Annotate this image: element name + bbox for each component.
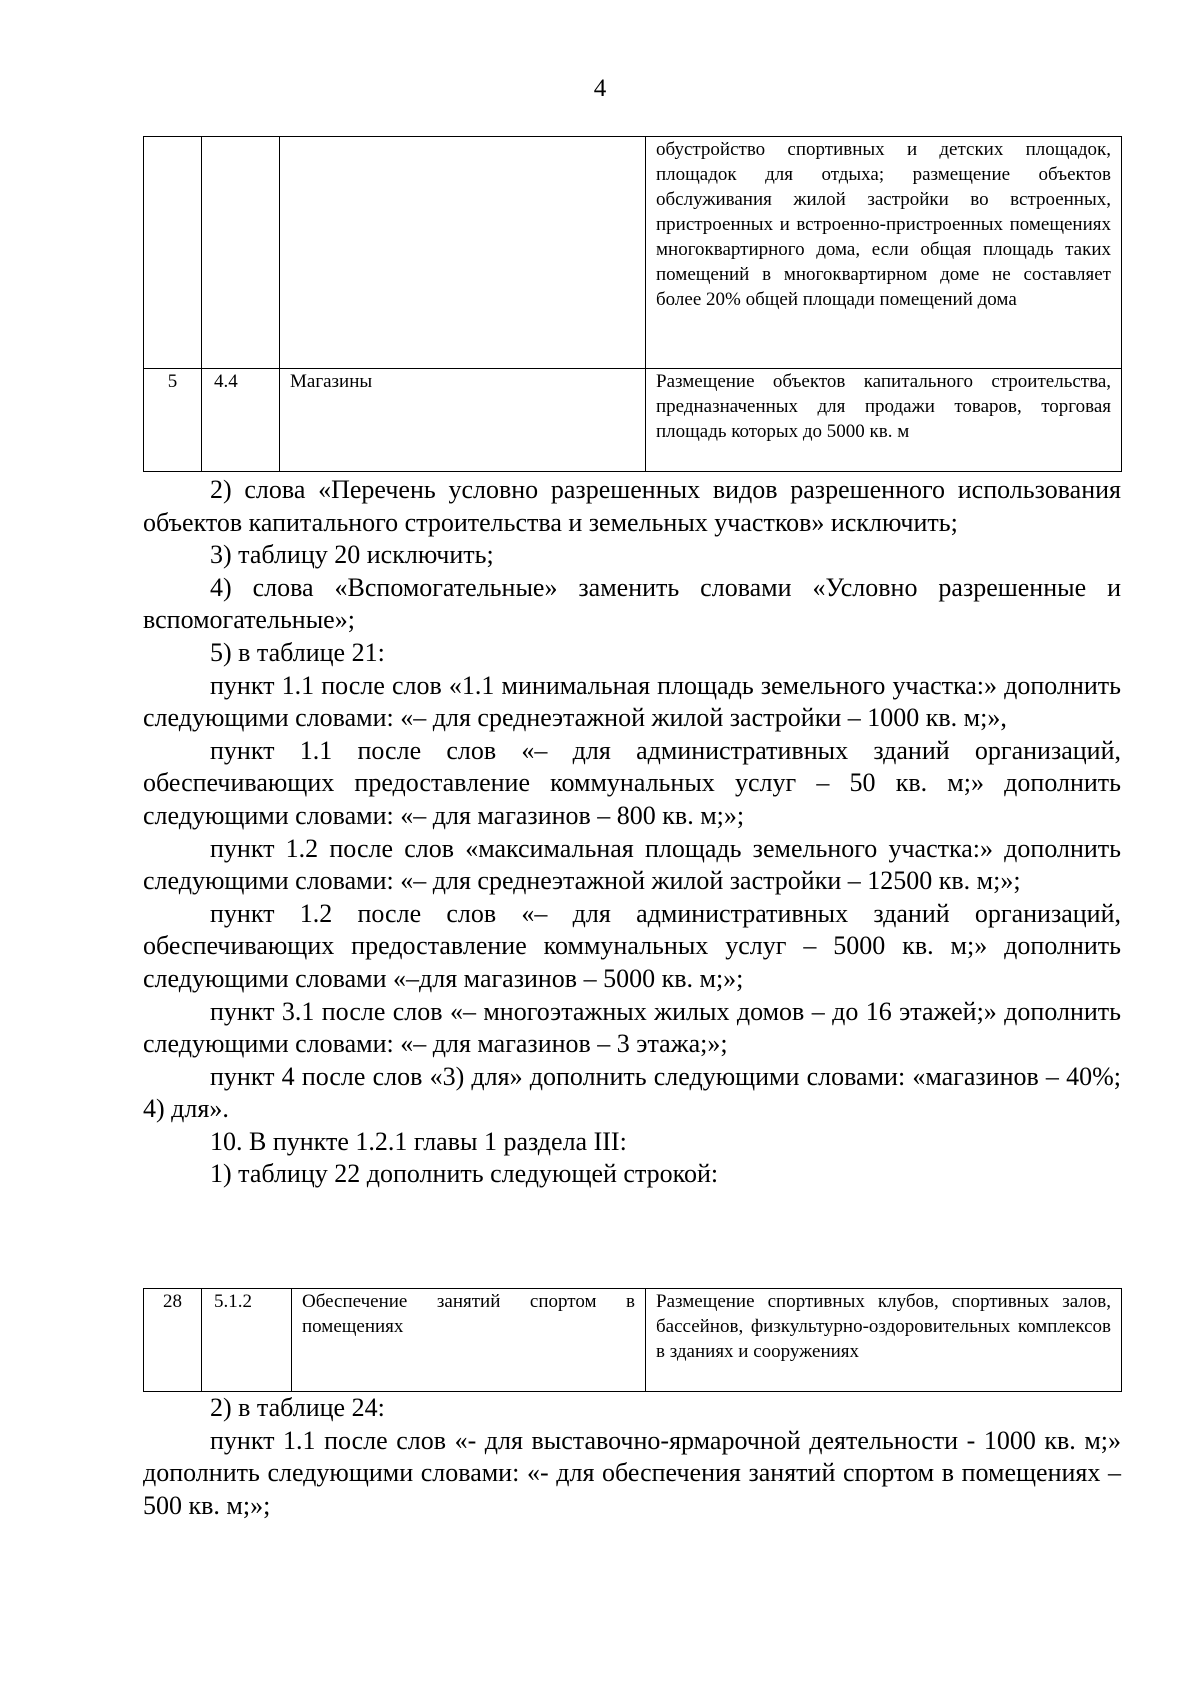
paragraph: 2) в таблице 24: <box>210 1393 385 1422</box>
paragraph: 5) в таблице 21: <box>210 637 385 667</box>
land-use-table-continuation <box>143 136 1122 472</box>
paragraph: пункт 1.1 после слов «1.1 минимальная площадь земельного участка:» дополнить следующими словами: «– для среднеэтажной жилой застройки – 1000 кв. м;», <box>143 670 1121 733</box>
use-code-cell <box>202 137 280 369</box>
paragraph: пункт 4 после слов «3) для» дополнить следующими словами: «магазинов – 40%; 4) для». <box>143 1061 1121 1124</box>
amendment-text-block-2 <box>143 1392 1121 1522</box>
amendment-text-block-1 <box>143 474 1121 1191</box>
use-description-cell: обустройство спортивных и детских площадок, площадок для отдыха; размещение объектов обслуживания жилой застройки во встроенных, пристроенных и встроенно-пристроенных помещениях многоквартирного дома, если общая площадь таких помещений в многоквартирном доме не составляет более 20% общей площади помещений дома <box>646 137 1122 369</box>
paragraph: пункт 1.2 после слов «– для административных зданий организаций, обеспечивающих предоставление коммунальных услуг – 5000 кв. м;» дополнить следующими словами «–для магазинов – 5000 кв. м;»; <box>143 898 1121 993</box>
paragraph: пункт 1.1 после слов «– для административных зданий организаций, обеспечивающих предоставление коммунальных услуг – 50 кв. м;» дополнить следующими словами: «– для магазинов – 800 кв. м;»; <box>143 735 1121 830</box>
page-number: 4 <box>593 75 607 102</box>
paragraph: пункт 3.1 после слов «– многоэтажных жилых домов – до 16 этажей;» дополнить следующими словами: «– для магазинов – 3 этажа;»; <box>143 996 1121 1059</box>
table-row <box>144 369 1122 472</box>
row-number-cell <box>144 137 202 369</box>
row-number-cell: 5 <box>144 369 202 472</box>
paragraph: 3) таблицу 20 исключить; <box>210 540 494 570</box>
table-22-added-row <box>143 1288 1122 1392</box>
table-row <box>144 137 1122 369</box>
paragraph: 4) слова «Вспомогательные» заменить словами «Условно разрешенные и вспомогательные»; <box>143 572 1121 635</box>
paragraph: 1) таблицу 22 дополнить следующей строкой: <box>210 1159 719 1189</box>
use-name-cell: Обеспечение занятий спортом в помещениях <box>292 1289 646 1392</box>
paragraph: пункт 1.2 после слов «максимальная площадь земельного участка:» дополнить следующими словами: «– для среднеэтажной жилой застройки – 12500 кв. м;»; <box>143 833 1121 896</box>
paragraph: пункт 1.1 после слов «- для выставочно-ярмарочной деятельности - 1000 кв. м;» дополнить следующими словами: «- для обеспечения занятий спортом в помещениях – 500 кв. м;»; <box>143 1425 1121 1520</box>
use-code-cell: 4.4 <box>202 369 280 472</box>
use-name-cell: Магазины <box>280 369 646 472</box>
paragraph: 2) слова «Перечень условно разрешенных видов разрешенного использования объектов капитального строительства и земельных участков» исключить; <box>143 475 1121 537</box>
use-description-cell: Размещение объектов капитального строительства, предназначенных для продажи товаров, торговая площадь которых до 5000 кв. м <box>646 369 1122 472</box>
use-name-cell <box>280 137 646 369</box>
row-number-cell: 28 <box>144 1289 202 1392</box>
table-row <box>144 1289 1122 1392</box>
use-code-cell: 5.1.2 <box>202 1289 292 1392</box>
use-description-cell: Размещение спортивных клубов, спортивных залов, бассейнов, физкультурно-оздоровительных комплексов в зданиях и сооружениях <box>646 1289 1122 1392</box>
paragraph: 10. В пункте 1.2.1 главы 1 раздела III: <box>210 1126 627 1156</box>
